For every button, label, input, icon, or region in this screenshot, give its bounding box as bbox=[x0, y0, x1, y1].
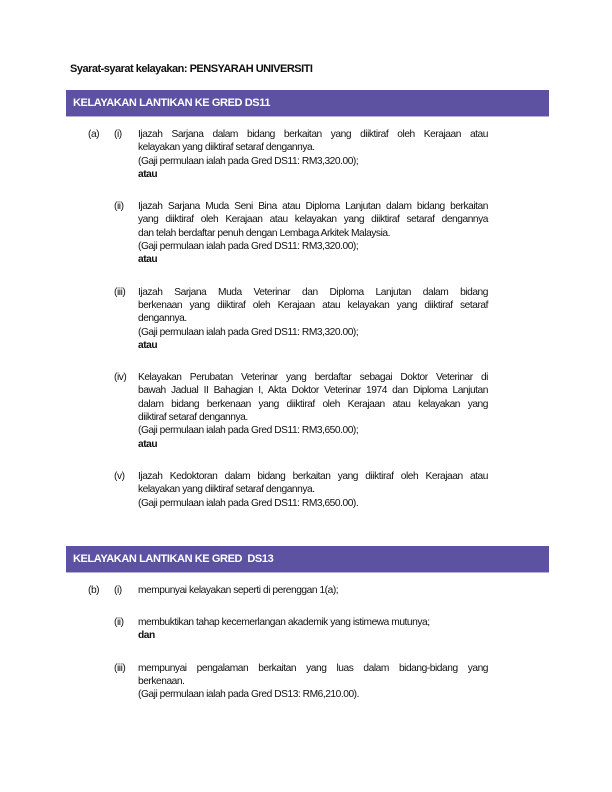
item-number: (ii) bbox=[114, 201, 124, 213]
qualification-item bbox=[0, 662, 612, 702]
text-line: kelayakan yang diiktiraf setaraf dengannya. bbox=[138, 142, 315, 154]
text-line: Ijazah Sarjana dalam bidang berkaitan yang diiktiraf oleh Kerajaan atau bbox=[138, 129, 488, 140]
text-line: yang diiktiraf oleh Kerajaan atau kelayakan yang diiktiraf setaraf dengannya bbox=[138, 214, 488, 226]
item-number: (i) bbox=[114, 129, 122, 140]
section-heading: KELAYAKAN LANTIKAN KE GRED DS11 bbox=[66, 90, 549, 116]
item-number: (iv) bbox=[114, 372, 127, 384]
document-body bbox=[0, 90, 612, 702]
text-line: dan telah berdaftar penuh dengan Lembaga Arkitek Malaysia. bbox=[138, 227, 390, 239]
text-line: Ijazah Kedoktoran dalam bidang berkaitan yang diiktiraf oleh Kerajaan atau bbox=[138, 470, 488, 482]
section-label: (b) bbox=[88, 584, 100, 596]
text-line: mempunyai pengalaman berkaitan yang luas dalam bidang-bidang yang bbox=[138, 662, 488, 674]
item-number: (ii) bbox=[114, 617, 124, 629]
conjunction: atau bbox=[138, 438, 158, 450]
text-line: dalam bidang berkenaan yang diiktiraf oleh Kerajaan atau kelayakan yang bbox=[138, 398, 488, 410]
qualification-item bbox=[0, 470, 612, 510]
item-number: (i) bbox=[114, 584, 122, 596]
text-line: diiktiraf setaraf dengannya. bbox=[138, 412, 248, 424]
text-line: Ijazah Sarjana Muda Seni Bina atau Diploma Lanjutan dalam bidang berkaitan bbox=[138, 201, 488, 213]
item-text bbox=[138, 371, 488, 451]
item-number: (iii) bbox=[114, 286, 126, 298]
text-line: berkenaan yang diiktiraf oleh Kerajaan atau kelayakan yang diiktiraf setaraf bbox=[138, 299, 488, 311]
salary-note: (Gaji permulaan ialah pada Gred DS11: RM3,650.00). bbox=[138, 497, 359, 509]
qualification-item bbox=[0, 616, 612, 643]
salary-note: (Gaji permulaan ialah pada Gred DS11: RM3,320.00); bbox=[138, 326, 359, 338]
conjunction: atau bbox=[138, 339, 158, 351]
qualification-item bbox=[0, 128, 612, 181]
item-text bbox=[138, 286, 488, 352]
item-number: (v) bbox=[114, 470, 125, 482]
text-line: Kelayakan Perubatan Veterinar yang berdaftar sebagai Doktor Veterinar di bbox=[138, 372, 488, 384]
text-line: mempunyai kelayakan seperti di perenggan 1(a); bbox=[138, 584, 339, 596]
salary-note: (Gaji permulaan ialah pada Gred DS11: RM3,320.00); bbox=[138, 241, 359, 253]
item-number: (iii) bbox=[114, 662, 126, 674]
qualification-section bbox=[0, 546, 612, 702]
salary-note: (Gaji permulaan ialah pada Gred DS11: RM3,320.00); bbox=[138, 155, 359, 167]
item-text bbox=[138, 584, 488, 597]
conjunction: atau bbox=[138, 254, 158, 266]
item-text bbox=[138, 200, 488, 266]
item-text bbox=[138, 616, 488, 643]
item-list bbox=[0, 116, 612, 510]
text-line: Ijazah Sarjana Muda Veterinar dan Diploma Lanjutan dalam bidang bbox=[138, 286, 488, 298]
salary-note: (Gaji permulaan ialah pada Gred DS11: RM3,650.00); bbox=[138, 425, 359, 437]
item-text bbox=[138, 470, 488, 510]
salary-note: (Gaji permulaan ialah pada Gred DS13: RM6,210.00). bbox=[138, 689, 360, 701]
qualification-item bbox=[0, 584, 612, 597]
conjunction: dan bbox=[138, 630, 155, 642]
item-list bbox=[0, 572, 612, 702]
text-line: bawah Jadual II Bahagian I, Akta Doktor Veterinar 1974 dan Diploma Lanjutan bbox=[138, 385, 488, 397]
item-text bbox=[138, 128, 488, 181]
document-title: Syarat-syarat kelayakan: PENSYARAH UNIVERSITI bbox=[70, 63, 313, 75]
text-line: berkenaan. bbox=[138, 676, 185, 688]
section-heading: KELAYAKAN LANTIKAN KE GRED DS13 bbox=[66, 546, 549, 572]
section-label: (a) bbox=[88, 129, 100, 140]
qualification-item bbox=[0, 286, 612, 352]
text-line: membuktikan tahap kecemerlangan akademik yang istimewa mutunya; bbox=[138, 617, 430, 629]
qualification-item bbox=[0, 200, 612, 266]
conjunction: atau bbox=[138, 168, 158, 180]
item-text bbox=[138, 662, 488, 702]
qualification-item bbox=[0, 371, 612, 451]
text-line: kelayakan yang diiktiraf setaraf dengannya. bbox=[138, 484, 315, 496]
qualification-section bbox=[0, 90, 612, 510]
text-line: dengannya. bbox=[138, 313, 187, 325]
